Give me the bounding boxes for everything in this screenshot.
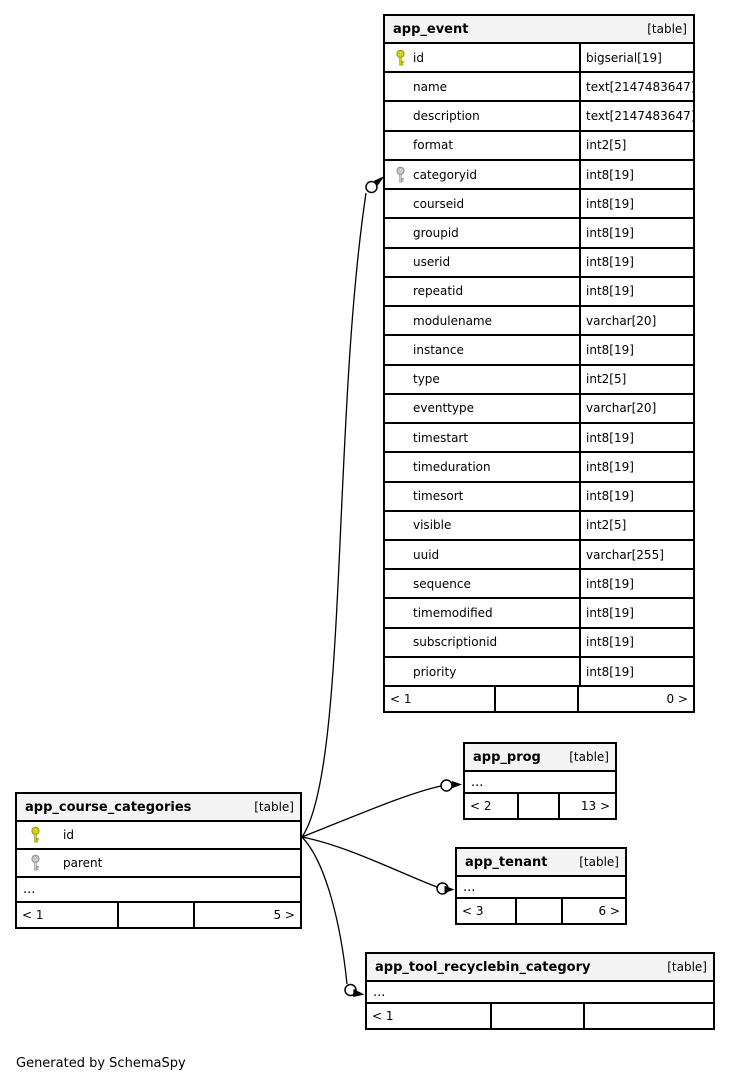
primary-key-icon (30, 826, 41, 844)
column-row-courseid (385, 190, 693, 219)
footer-child-count (585, 1004, 713, 1028)
column-row-uuid (385, 541, 693, 570)
column-row-id (385, 44, 693, 73)
footer-middle-cell (119, 903, 195, 927)
fk-arrow-app_tool_recyclebin_category (353, 989, 365, 997)
column-row-groupid (385, 219, 693, 248)
column-name: sequence (385, 570, 581, 597)
column-name: repeatid (385, 278, 581, 305)
footer-child-count: 13 > (580, 799, 610, 813)
table-title[interactable]: app_prog (473, 749, 541, 765)
column-name: eventtype (385, 395, 581, 422)
column-row-timemodified (385, 599, 693, 628)
table-type-tag: [table] (254, 800, 294, 814)
fk-circle-app_tenant (437, 883, 448, 894)
column-type: int8[19] (586, 196, 634, 211)
column-name: timesort (385, 483, 581, 510)
column-row-subscriptionid (385, 629, 693, 658)
ellipsis-row: ... (367, 982, 713, 1004)
column-row-timeduration (385, 453, 693, 482)
fk-circle-app_prog (441, 780, 452, 791)
column-row-id (17, 822, 300, 850)
column-type: int8[19] (586, 167, 634, 182)
table-header[interactable] (457, 849, 625, 877)
table-type-tag: [table] (569, 750, 609, 764)
table-title[interactable]: app_course_categories (25, 799, 192, 815)
table-header[interactable] (385, 16, 693, 44)
table-title[interactable]: app_event (393, 21, 469, 37)
primary-key-icon (395, 49, 406, 67)
column-row-userid (385, 249, 693, 278)
fk-line-to-app_tenant (302, 837, 437, 887)
column-row-type (385, 366, 693, 395)
table-app_prog[interactable] (463, 742, 617, 820)
fk-line-to-app_prog (302, 786, 441, 837)
column-name: instance (385, 336, 581, 363)
column-name: timeduration (385, 453, 581, 480)
column-row-parent (17, 850, 300, 878)
footer-parent-count: < 1 (385, 687, 496, 711)
column-row-eventtype (385, 395, 693, 424)
footer-parent-count: < 2 (465, 794, 519, 818)
ellipsis-row: ... (465, 772, 615, 794)
column-list (17, 822, 300, 878)
footer-child-count: 5 > (273, 908, 295, 922)
column-name: subscriptionid (385, 629, 581, 656)
table-type-tag: [table] (579, 855, 619, 869)
fk-line-to-app_tool_recyclebin_category (302, 837, 347, 984)
footer-parent-count: < 1 (17, 903, 119, 927)
table-footer (17, 903, 300, 927)
foreign-key-icon (30, 854, 41, 872)
column-row-visible (385, 512, 693, 541)
table-header[interactable] (367, 954, 713, 982)
column-name: uuid (385, 541, 581, 568)
column-row-repeatid (385, 278, 693, 307)
table-title[interactable]: app_tenant (465, 854, 548, 870)
column-row-sequence (385, 570, 693, 599)
footer-middle-cell (496, 687, 579, 711)
column-type: int8[19] (586, 606, 634, 621)
column-row-description (385, 102, 696, 131)
table-footer (457, 899, 625, 923)
table-app_course_categories[interactable] (15, 792, 302, 929)
column-type: varchar[20] (586, 401, 657, 416)
column-type: int8[19] (586, 489, 634, 504)
column-type: text[2147483647] (586, 79, 696, 94)
fk-circle-app_tool_recyclebin_category (345, 985, 356, 996)
column-type: int8[19] (586, 284, 634, 299)
column-type: int8[19] (586, 342, 634, 357)
ellipsis-row: ... (17, 878, 300, 903)
column-type: int2[5] (586, 138, 627, 153)
column-type: bigserial[19] (586, 50, 662, 65)
column-type: int8[19] (586, 576, 634, 591)
column-type: int8[19] (586, 430, 634, 445)
table-app_event[interactable] (383, 14, 695, 713)
table-footer (465, 794, 615, 818)
column-type: int8[19] (586, 664, 634, 679)
column-name: type (385, 366, 581, 393)
column-row-modulename (385, 307, 693, 336)
column-name: id (17, 822, 300, 848)
column-name: groupid (385, 219, 581, 246)
ellipsis-row: ... (457, 877, 625, 899)
footer-parent-count: < 1 (367, 1004, 492, 1028)
fk-line-to-app_event (302, 193, 366, 837)
column-name: userid (385, 249, 581, 276)
column-type: text[2147483647] (586, 109, 696, 124)
fk-circle-app_event (366, 182, 377, 193)
column-name: priority (385, 658, 581, 685)
column-name: name (385, 73, 581, 100)
column-type: int2[5] (586, 372, 627, 387)
footer-child-count: 6 > (598, 904, 620, 918)
column-name: parent (17, 850, 300, 876)
table-title[interactable]: app_tool_recyclebin_category (375, 959, 591, 975)
table-footer (367, 1004, 713, 1028)
column-name: format (385, 132, 581, 159)
footer-child-count: 0 > (666, 692, 688, 706)
column-type: int8[19] (586, 255, 634, 270)
table-header[interactable] (17, 794, 300, 822)
column-row-timesort (385, 483, 693, 512)
column-row-categoryid (385, 161, 693, 190)
column-row-format (385, 132, 693, 161)
footer-parent-count: < 3 (457, 899, 517, 923)
column-name: description (385, 102, 581, 129)
column-row-name (385, 73, 696, 102)
table-app_tool_recyclebin_category[interactable] (365, 952, 715, 1030)
column-name: timemodified (385, 599, 581, 626)
column-row-instance (385, 336, 693, 365)
column-row-timestart (385, 424, 693, 453)
table-footer (385, 687, 693, 711)
column-name: categoryid (385, 161, 581, 188)
column-list (385, 44, 696, 687)
footer-middle-cell (517, 899, 562, 923)
column-type: int8[19] (586, 635, 634, 650)
generated-by-note: Generated by SchemaSpy (16, 1056, 186, 1071)
column-name: id (385, 44, 581, 71)
footer-middle-cell (519, 794, 560, 818)
column-name: modulename (385, 307, 581, 334)
foreign-key-icon (395, 166, 406, 184)
fk-arrow-app_tenant (445, 886, 455, 893)
column-type: int8[19] (586, 226, 634, 241)
table-app_tenant[interactable] (455, 847, 627, 925)
column-row-priority (385, 658, 693, 687)
column-name: courseid (385, 190, 581, 217)
column-name: timestart (385, 424, 581, 451)
column-type: varchar[20] (586, 313, 657, 328)
footer-middle-cell (492, 1004, 585, 1028)
table-type-tag: [table] (647, 22, 687, 36)
column-type: int8[19] (586, 459, 634, 474)
table-type-tag: [table] (667, 960, 707, 974)
table-header[interactable] (465, 744, 615, 772)
column-type: int2[5] (586, 518, 627, 533)
fk-arrow-app_prog (452, 781, 462, 788)
column-name: visible (385, 512, 581, 539)
column-type: varchar[255] (586, 547, 664, 562)
